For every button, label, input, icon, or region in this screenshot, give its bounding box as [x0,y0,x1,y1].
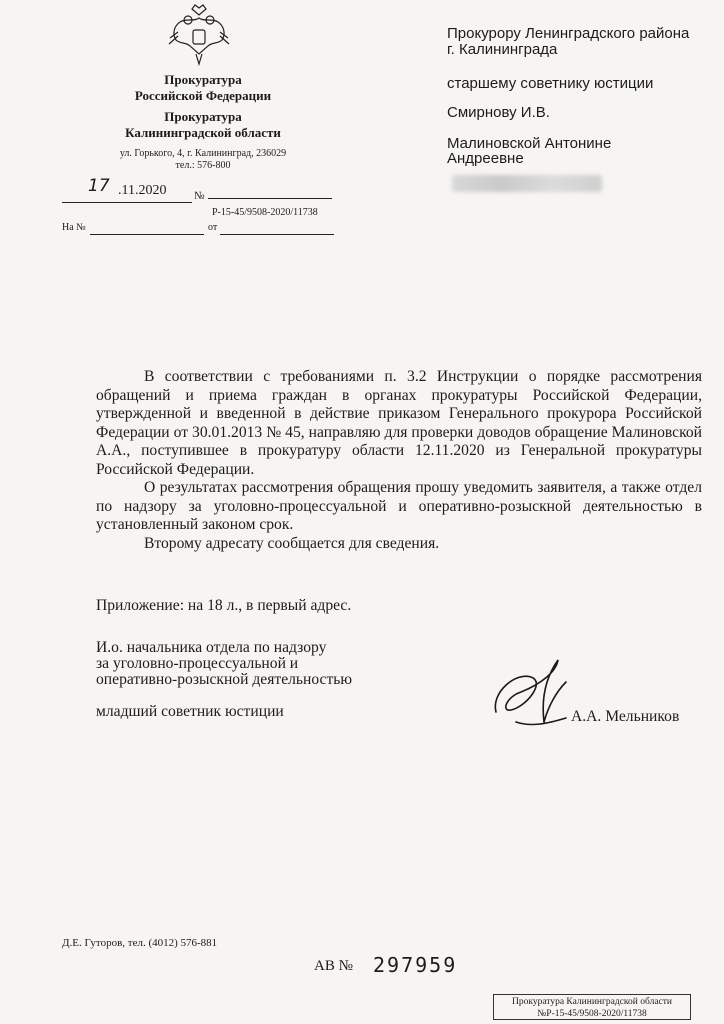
registration-number: Р-15-45/9508-2020/11738 [212,207,318,218]
letter-body [96,368,702,553]
number-sign: № [194,190,205,202]
appendix-note: Приложение: на 18 л., в первый адрес. [96,597,352,614]
coat-of-arms-emblem [166,4,232,70]
signatory-name: А.А. Мельников [571,708,680,725]
stamp-line: №Р-15-45/9508-2020/11738 [537,1009,647,1019]
org-name-line: Прокуратура [164,109,242,124]
body-paragraph: О результатах рассмотрения обращения прошу уведомить заявителя, а также отдел по надзору за уголовно-процессуальной и оперативно-розыскной деятельностью в установленный законом срок. [96,479,702,533]
handwritten-signature [486,652,576,742]
reply-to-number-line [90,222,204,235]
recipient-line: старшему советнику юстиции [447,75,654,92]
body-paragraph: Второму адресату сообщается для сведения. [144,534,440,552]
recipient-line: г. Калининграда [447,41,558,58]
date-day-handwritten: 17 [88,176,110,196]
redacted-address [452,175,602,192]
org-phone: тел.: 576-800 [175,160,231,171]
stamp-line: Прокуратура Калининградской области [511,997,673,1007]
org-address: ул. Горького, 4, г. Калининград, 236029 [119,148,287,159]
signatory-title-line: за уголовно-процессуальной и [96,655,299,672]
number-underline [208,184,332,199]
reply-from-line [220,222,334,235]
org-name-line: Калининградской области [125,125,281,140]
signatory-title-line: И.о. начальника отдела по надзору [96,639,327,656]
recipient-line: Прокурору Ленинградского района [447,25,690,42]
body-paragraph: В соответствии с требованиями п. 3.2 Инструкции о порядке рассмотрения обращений и приема граждан в органах прокуратуры Российской Федерации, утвержденной и введенной в действие приказом Генерального прокурора Российской Федерации от 30.01.2013 № 45, направляю для проверки доводов обращение Малиновской А.А., поступившее в прокуратуру области 12.11.2020 из Генеральной прокуратуры Российской Федерации. [96,368,702,478]
recipient-line: Малиновской Антонине [447,135,612,152]
registration-stamp [493,994,691,1020]
form-serial-number: 297959 [373,953,458,977]
recipient-line: Андреевне [447,150,524,167]
org-name-line: Российской Федерации [134,88,272,103]
recipient-line: Смирнову И.В. [447,104,550,121]
executor-contact: Д.Е. Гуторов, тел. (4012) 576-881 [62,937,218,949]
reply-to-number-label: На № [62,222,86,233]
signatory-title [96,640,352,688]
org-name-line: Прокуратура [164,72,242,87]
signatory-rank: младший советник юстиции [96,703,284,720]
date-month-year: .11.2020 [118,183,167,198]
signatory-title-line: оперативно-розыскной деятельностью [96,671,353,688]
form-serial-label: АВ № [314,958,353,974]
reply-from-label: от [208,222,218,233]
